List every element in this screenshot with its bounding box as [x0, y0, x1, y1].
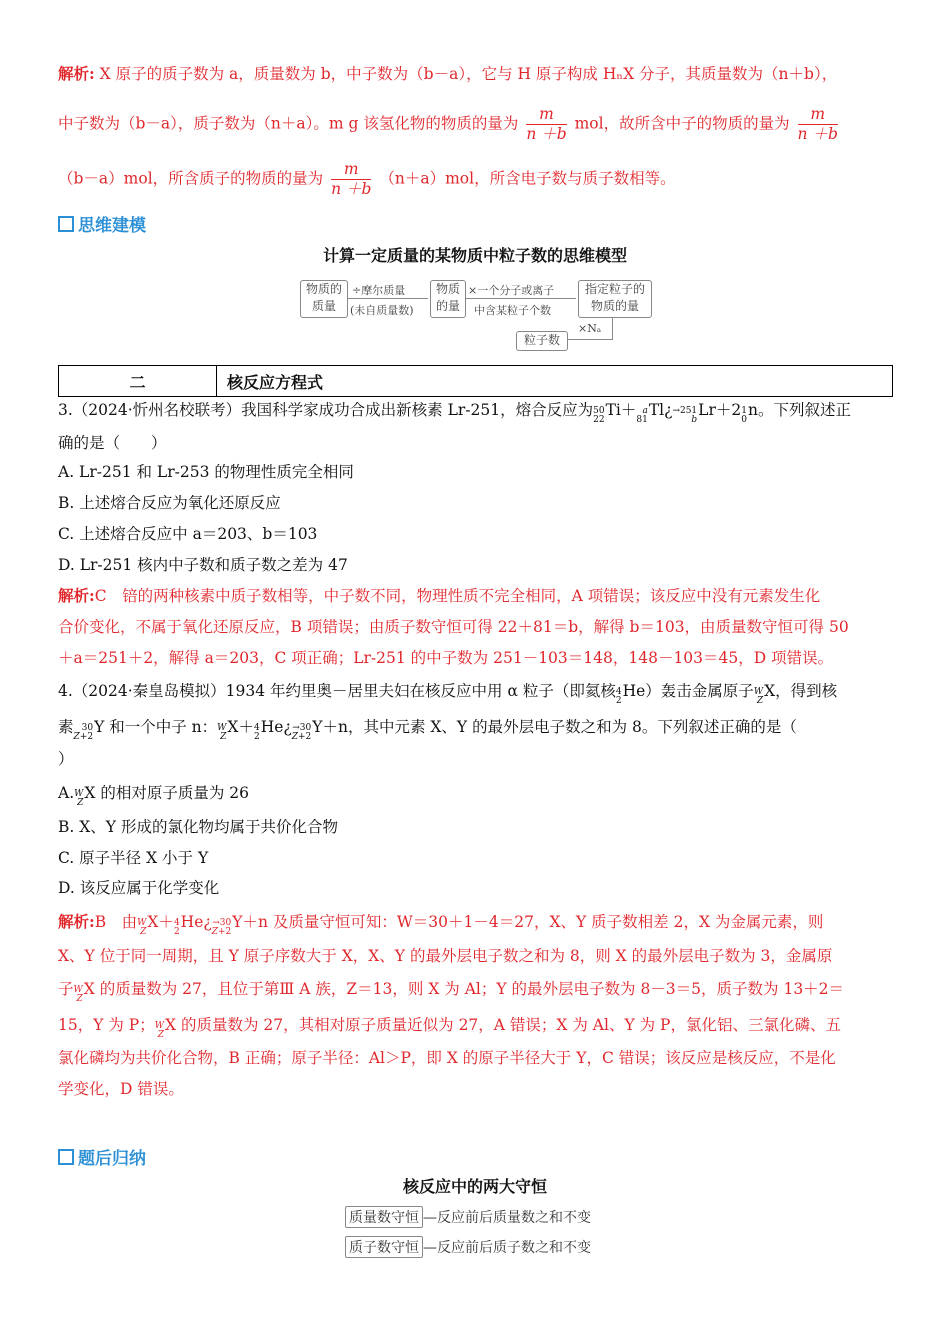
q4-option-b: B. X、Y 形成的氯化物均属于共价化合物: [58, 818, 338, 836]
q4-option-c: C. 原子半径 X 小于 Y: [58, 849, 209, 867]
q4-answer-line4: 15，Y 为 P； W Z X 的质量数为 27，其相对原子质量近似为 27，A 错误；X 为 Al、Y 为 P，氯化铝、三氯化磷、五: [58, 1016, 841, 1040]
q4-answer-line3: 子 W Z X 的质量数为 27，且位于第Ⅲ A 族，Z＝13，则 X 为 Al；Y 的最外层电子数为 8－3＝5，质子数为 13＋2＝: [58, 980, 845, 1004]
q3-stem-line1: 3.（2024·忻州名校联考）我国科学家成功合成出新核素 Lr-251，熔合反应为 50 22 Ti＋ a 81 Tl¿ →251 b Lr＋2 1 0 n。下列叙述正: [58, 401, 851, 425]
analysis-label: 解析:: [58, 64, 95, 83]
conservation-row-mass: 质量数守恒 —反应前后质量数之和不变: [345, 1206, 591, 1228]
arrow2-line: [466, 298, 576, 299]
box-particle-count: 粒子数: [516, 331, 568, 351]
checkbox-square-icon: [58, 1149, 74, 1165]
section-heading-summary: 题后归纳: [58, 1144, 146, 1169]
q4-answer-line6: 学变化，D 错误。: [58, 1080, 184, 1098]
summary-title: 核反应中的两大守恒: [402, 1177, 547, 1196]
model-title: 计算一定质量的某物质中粒子数的思维模型: [322, 246, 627, 265]
q3-answer-line3: ＋a＝251＋2，解得 a＝203，C 项正确；Lr-251 的中子数为 251－103＝148，148－103＝45，D 项错误。: [58, 649, 834, 667]
arrow3-vline: [612, 317, 613, 339]
arrow1-label-top: ÷摩尔质量: [352, 284, 406, 297]
section-title: 核反应方程式: [217, 366, 893, 397]
arrow3-label: ×Nₐ: [578, 322, 602, 335]
analysis1-line1: 解析: X 原子的质子数为 a，质量数为 b，中子数为（b－a），它与 H 原子构成 HₙX 分子，其质量数为（n＋b），: [58, 64, 838, 83]
arrow2-label-bottom: 中含某粒子个数: [474, 304, 551, 317]
checkbox-square-icon: [58, 216, 74, 232]
arrow3-line: [568, 339, 613, 340]
q4-answer-line1: 解析:B 由 W Z X＋ 4 2 He¿ →30 Z+2 Y＋n 及质量守恒可知：W＝30＋1－4＝27，X、Y 质子数相差 2，X 为金属元素，则: [58, 912, 824, 937]
fraction-m-over-n-plus-b: $\frac{m}{n +b}$: [331, 160, 372, 198]
arrow1-line: [348, 298, 428, 299]
box-mass: 物质的 质量: [300, 280, 348, 318]
q3-option-c: C. 上述熔合反应中 a＝203、b＝103: [58, 525, 318, 543]
section-number: 二: [59, 366, 217, 397]
q3-stem-line2: 确的是（ ）: [58, 434, 167, 452]
q3-option-b: B. 上述熔合反应为氧化还原反应: [58, 494, 281, 512]
q4-option-d: D. 该反应属于化学变化: [58, 879, 220, 897]
conservation-row-proton: 质子数守恒 —反应前后质子数之和不变: [345, 1236, 591, 1258]
q4-answer-line2: X、Y 位于同一周期，且 Y 原子序数大于 X，X、Y 的最外层电子数之和为 8，则 X 的最外层电子数为 3，金属原: [58, 947, 833, 965]
section-header-table: [58, 365, 893, 397]
q3-answer-line2: 合价变化，不属于氧化还原反应，B 项错误；由质子数守恒可得 22＋81＝b，解得 b＝103，由质量数守恒可得 50: [58, 618, 849, 636]
section-heading-modeling: 思维建模: [58, 211, 146, 236]
arrow1-label-bottom: (未自质量数): [350, 304, 414, 317]
q4-stem-line2: 素 30 Z+2 Y 和一个中子 n： W Z X＋ 4 2 He¿ →30 Z+2 Y＋n，其中元素 X、Y 的最外层电子数之和为 8。下列叙述正确的是（: [58, 718, 797, 742]
arrow2-label-top: ×一个分子或离子: [468, 284, 555, 297]
q4-stem-line3: ）: [58, 750, 74, 768]
q3-answer-line1: 解析:C 锫的两种核素中质子数相等，中子数不同，物理性质不完全相同，A 项错误；该反应中没有元素发生化: [58, 586, 821, 605]
box-particle-amount: 指定粒子的 物质的量: [578, 280, 652, 318]
fraction-m-over-n-plus-b: $\frac{m}{n +b}$: [797, 105, 838, 143]
box-amount: 物质 的量: [430, 280, 466, 318]
q4-option-a: A. W Z X 的相对原子质量为 26: [58, 784, 250, 808]
nuclear-equation-q3: 50 22 Ti＋ a 81 Tl¿ →251 b Lr＋2 1 0 n: [593, 401, 758, 425]
q3-option-d: D. Lr-251 核内中子数和质子数之差为 47: [58, 556, 348, 574]
fraction-m-over-n-plus-b: $\frac{m}{n +b}$: [526, 105, 567, 143]
q4-answer-line5: 氯化磷均为共价化合物，B 正确；原子半径：Al＞P，即 X 的原子半径大于 Y，C 错误；该反应是核反应，不是化: [58, 1049, 836, 1067]
analysis1-line2: 中子数为（b－a），质子数为（n＋a）。m g 该氢化物的物质的量为 $\frac{m}{n +b}$ mol，故所含中子的物质的量为 $\frac{m}{n +b}$: [58, 105, 838, 143]
analysis1-line3: （b－a）mol，所含质子的物质的量为 $\frac{m}{n +b}$ （n＋a）mol，所含电子数与质子数相等。: [58, 160, 676, 198]
q4-stem-line1: 4.（2024·秦皇岛模拟）1934 年约里奥－居里夫妇在核反应中用 α 粒子（即氦核 4 2 He）轰击金属原子 W Z X，得到核: [58, 682, 838, 706]
q3-option-a: A. Lr-251 和 Lr-253 的物理性质完全相同: [58, 463, 354, 481]
